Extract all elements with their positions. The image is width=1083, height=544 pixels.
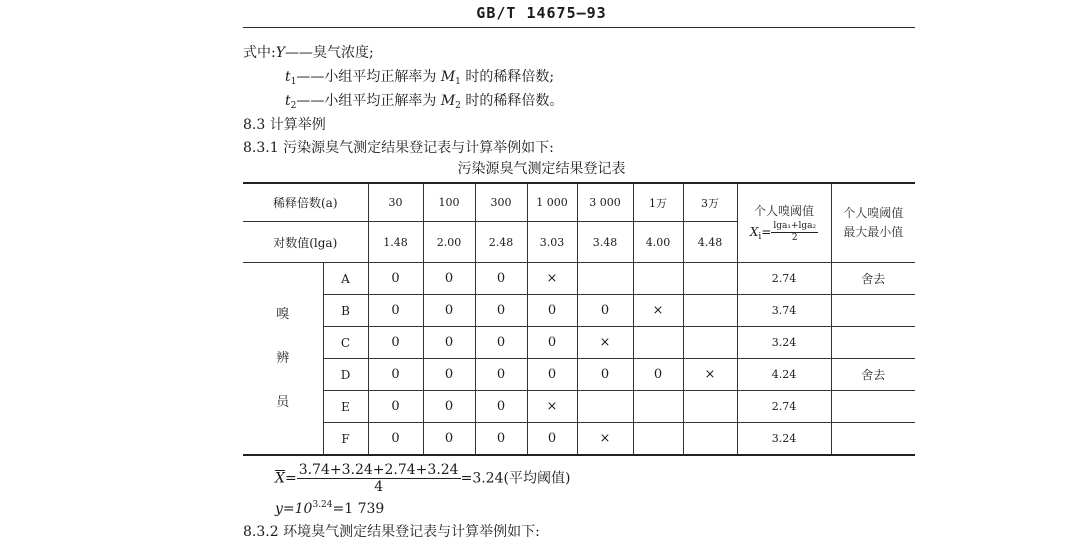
result-cell: 0 [633, 359, 683, 391]
result-cell [683, 263, 737, 295]
result-cell: 0 [475, 391, 527, 423]
result-cell: 0 [577, 295, 633, 327]
threshold-cell: 4.24 [737, 359, 831, 391]
result-cell: 0 [527, 359, 577, 391]
panelist-id: E [323, 391, 368, 423]
panelist-row [243, 359, 915, 391]
result-cell [683, 327, 737, 359]
dilution-value: 1 000 [527, 183, 577, 222]
section-8-3-1: 8.3.1 污染源臭气测定结果登记表与计算举例如下: [243, 140, 554, 156]
panelist-row [243, 263, 915, 295]
threshold-cell: 3.74 [737, 295, 831, 327]
dilution-value: 100 [423, 183, 475, 222]
y-exponent: 3.24 [312, 500, 333, 510]
note-cell [831, 391, 915, 423]
threshold-cell: 2.74 [737, 263, 831, 295]
definition-t1-text-b: 时的稀释倍数; [465, 69, 555, 85]
xbar-denominator: 4 [374, 479, 384, 495]
result-cell [633, 423, 683, 456]
definition-t2-text-a: ——小组平均正解率为 [296, 93, 437, 109]
dilution-value: 1万 [633, 183, 683, 222]
symbol-y: Y [275, 45, 285, 61]
result-cell: 0 [475, 295, 527, 327]
note-cell [831, 295, 915, 327]
log-value: 1.48 [368, 222, 423, 263]
result-cell: 0 [368, 359, 423, 391]
individual-threshold-title: 个人嗅阈值 [753, 204, 814, 218]
dilution-value: 30 [368, 183, 423, 222]
panelist-row [243, 391, 915, 423]
symbol-t1-sub: 1 [290, 77, 297, 87]
result-cell: × [577, 327, 633, 359]
definition-t1 [285, 68, 554, 91]
result-cell: 0 [475, 327, 527, 359]
individual-threshold-formula: $X_i=$ $\frac{\text{lga₁+lga₂}}{2}$ [749, 221, 817, 243]
result-cell: 0 [423, 327, 475, 359]
panelist-row [243, 423, 915, 456]
panelist-id: C [323, 327, 368, 359]
xbar-fraction [297, 462, 461, 495]
result-cell: 0 [423, 295, 475, 327]
maxmin-header: 个人嗅阈值 最大最小值 [831, 183, 915, 263]
result-cell: 0 [368, 295, 423, 327]
xbar-result: =3.24(平均阈值) [460, 470, 571, 487]
result-cell [577, 263, 633, 295]
panelist-id: B [323, 295, 368, 327]
definition-y-text: ——臭气浓度; [284, 45, 374, 61]
dilution-value: 3 000 [577, 183, 633, 222]
dilution-label: 稀释倍数(a) [243, 183, 368, 222]
table-title: 污染源臭气测定结果登记表 [457, 161, 626, 177]
symbol-t2: t [285, 93, 291, 109]
result-cell: 0 [577, 359, 633, 391]
definition-t2 [285, 92, 563, 115]
result-cell [633, 327, 683, 359]
xbar-numerator: 3.74+3.24+2.74+3.24 [298, 462, 459, 478]
log-value: 2.48 [475, 222, 527, 263]
result-cell: 0 [527, 295, 577, 327]
symbol-m2: M [440, 93, 456, 109]
symbol-t2-sub: 2 [290, 101, 297, 111]
threshold-cell: 3.24 [737, 327, 831, 359]
note-cell [831, 327, 915, 359]
definition-intro: 式中: [243, 45, 276, 61]
results-table [243, 182, 915, 456]
result-cell: 0 [423, 391, 475, 423]
result-cell: 0 [527, 327, 577, 359]
log-value: 3.03 [527, 222, 577, 263]
log-value: 3.48 [577, 222, 633, 263]
result-cell: 0 [475, 263, 527, 295]
result-cell: 0 [368, 391, 423, 423]
result-cell [633, 391, 683, 423]
note-cell: 舍去 [831, 263, 915, 295]
panelist-id: A [323, 263, 368, 295]
y-lhs: y=10 [275, 501, 313, 517]
threshold-cell: 3.24 [737, 423, 831, 456]
section-8-3: 8.3 计算举例 [243, 117, 326, 133]
header-rule [243, 27, 915, 28]
standard-number: GB/T 14675—93 [476, 4, 607, 22]
individual-threshold-header [737, 183, 831, 263]
result-cell: 0 [423, 263, 475, 295]
result-cell [633, 263, 683, 295]
result-cell: 0 [423, 423, 475, 456]
panelist-id: D [323, 359, 368, 391]
result-cell: 0 [368, 423, 423, 456]
symbol-t1: t [285, 69, 291, 85]
symbol-m1: M [440, 69, 456, 85]
log-value: 4.48 [683, 222, 737, 263]
result-cell [577, 391, 633, 423]
log-value: 4.00 [633, 222, 683, 263]
definition-t1-text-a: ——小组平均正解率为 [296, 69, 437, 85]
result-cell: 0 [368, 263, 423, 295]
note-cell: 舍去 [831, 359, 915, 391]
symbol-m2-sub: 2 [455, 101, 461, 111]
panelist-row [243, 327, 915, 359]
result-cell: × [633, 295, 683, 327]
result-cell [683, 295, 737, 327]
section-8-3-2: 8.3.2 环境臭气测定结果登记表与计算举例如下: [243, 524, 540, 540]
result-cell: 0 [475, 359, 527, 391]
result-cell: 0 [368, 327, 423, 359]
xbar-symbol: $\overline{X}$ [275, 470, 285, 487]
dilution-value: 300 [475, 183, 527, 222]
y-rhs: =1 739 [332, 501, 385, 517]
result-cell: × [527, 391, 577, 423]
threshold-cell: 2.74 [737, 391, 831, 423]
result-cell [683, 423, 737, 456]
result-cell: × [527, 263, 577, 295]
definition-y [243, 44, 374, 62]
panelist-id: F [323, 423, 368, 456]
note-cell [831, 423, 915, 456]
dilution-value: 3万 [683, 183, 737, 222]
result-cell [683, 391, 737, 423]
panelist-group-label: 嗅 辨 员 [243, 263, 323, 456]
symbol-m1-sub: 1 [455, 77, 461, 87]
log-label: 对数值(lga) [243, 222, 368, 263]
panelist-row [243, 295, 915, 327]
result-cell: × [683, 359, 737, 391]
mean-threshold-formula: $\overline{X}=$ $\frac{3.74+3.24+2.74+3.24}{4}$ =3.24(平均阈值) [275, 462, 571, 495]
result-cell: 0 [423, 359, 475, 391]
result-cell: 0 [527, 423, 577, 456]
odor-concentration-formula [275, 500, 384, 517]
result-cell: × [577, 423, 633, 456]
log-value: 2.00 [423, 222, 475, 263]
definition-t2-text-b: 时的稀释倍数。 [465, 93, 564, 109]
dilution-row [243, 183, 915, 222]
result-cell: 0 [475, 423, 527, 456]
